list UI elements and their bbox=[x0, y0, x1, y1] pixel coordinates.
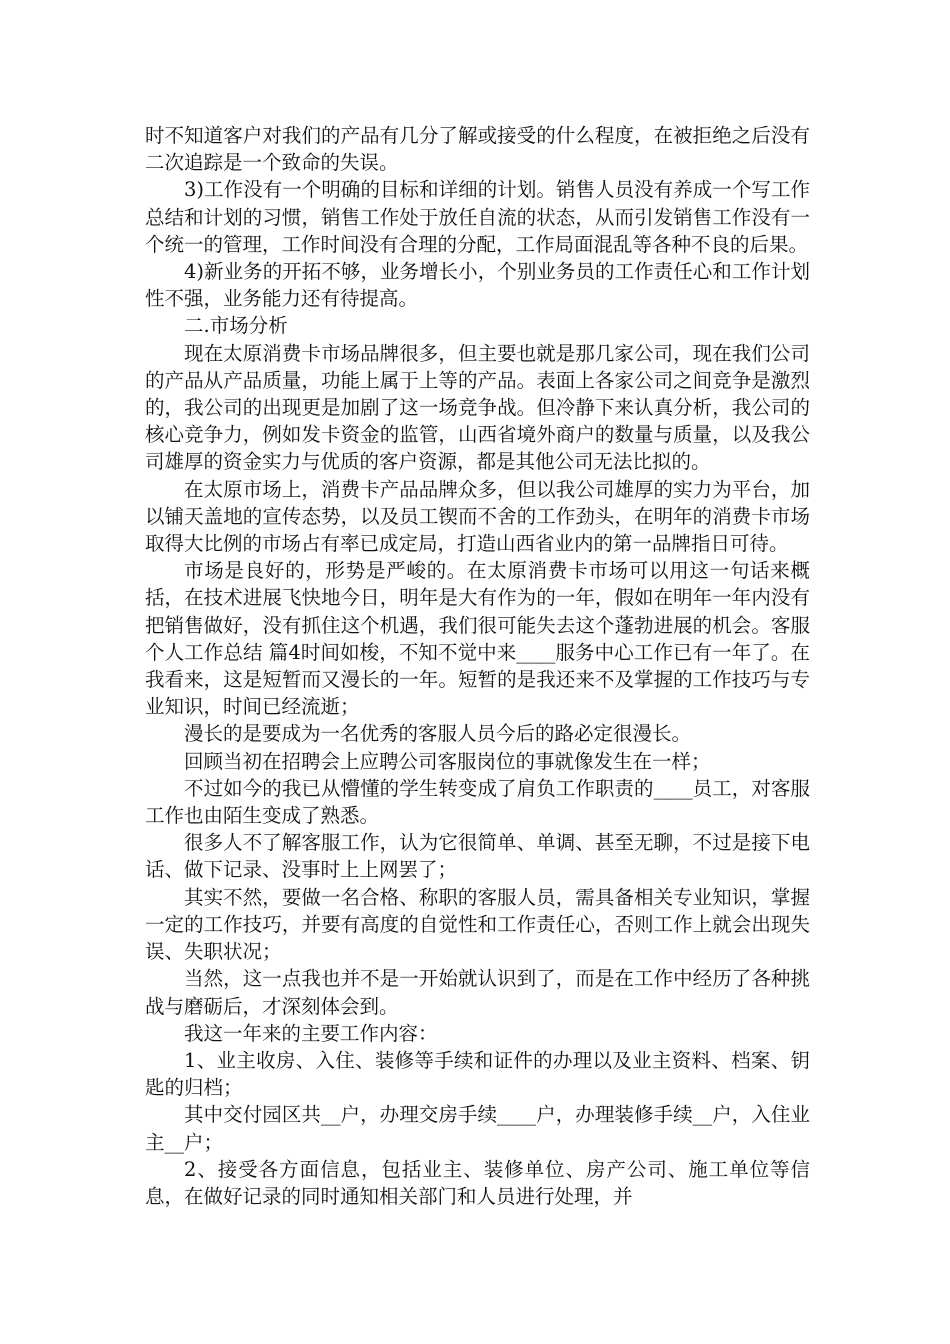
paragraph: 其实不然，要做一名合格、称职的客服人员，需具备相关专业知识，掌握一定的工作技巧，并要有高度的自觉性和工作责任心，否则工作上就会出现失误、失职状况； bbox=[145, 885, 810, 964]
paragraph: 当然，这一点我也并不是一开始就认识到了，而是在工作中经历了各种挑战与磨砺后，才深刻体会到。 bbox=[145, 967, 810, 1018]
list-item: 2、接受各方面信息，包括业主、装修单位、房产公司、施工单位等信息，在做好记录的同时通知相关部门和人员进行处理，并 bbox=[145, 1157, 810, 1208]
paragraph: 在太原市场上，消费卡产品品牌众多，但以我公司雄厚的实力为平台，加以铺天盖地的宣传态势，以及员工锲而不舍的工作劲头，在明年的消费卡市场取得大比例的市场占有率已成定局，打造山西省业内的第一品牌指日可待。 bbox=[145, 477, 810, 556]
list-item: 1、业主收房、入住、装修等手续和证件的办理以及业主资料、档案、钥匙的归档； bbox=[145, 1048, 810, 1100]
paragraph: 3)工作没有一个明确的目标和详细的计划。销售人员没有养成一个写工作总结和计划的习惯，销售工作处于放任自流的状态，从而引发销售工作没有一个统一的管理，工作时间没有合理的分配，工作局面混乱等各种不良的后果。 bbox=[145, 178, 810, 256]
paragraph: 其中交付园区共__户，办理交房手续____户，办理装修手续__户，入住业主__户； bbox=[145, 1103, 810, 1154]
paragraph: 我这一年来的主要工作内容： bbox=[184, 1021, 438, 1045]
paragraph: 时不知道客户对我们的产品有几分了解或接受的什么程度，在被拒绝之后没有二次追踪是一个致命的失误。 bbox=[145, 124, 810, 175]
paragraph: 很多人不了解客服工作，认为它很简单、单调、甚至无聊，不过是接下电话、做下记录、没事时上上网罢了； bbox=[145, 831, 810, 882]
paragraph: 不过如今的我已从懵懂的学生转变成了肩负工作职责的____员工，对客服工作也由陌生变成了熟悉。 bbox=[145, 776, 810, 828]
paragraph: 漫长的是要成为一名优秀的客服人员今后的路必定很漫长。 bbox=[184, 722, 692, 746]
paragraph: 4)新业务的开拓不够，业务增长小，个别业务员的工作责任心和工作计划性不强，业务能力还有待提高。 bbox=[145, 260, 810, 311]
paragraph: 市场是良好的，形势是严峻的。在太原消费卡市场可以用这一句话来概括，在技术进展飞快地今日，明年是大有作为的一年，假如在明年一年内没有把销售做好，没有抓住这个机遇，我们很可能失去这个蓬勃进展的机会。客服个人工作总结 篇4时间如梭，不知不觉中来____服务中心工作已有一年了。在我看来，这是短暂而又漫长的一年。短暂的是我还来不及掌握的工作技巧与专业知识，时间已经流逝； bbox=[145, 559, 810, 719]
section-heading: 二.市场分析 bbox=[184, 314, 288, 338]
document-body bbox=[145, 122, 810, 1210]
paragraph: 现在太原消费卡市场品牌很多，但主要也就是那几家公司，现在我们公司的产品从产品质量，功能上属于上等的产品。表面上各家公司之间竞争是激烈的，我公司的出现更是加剧了这一场竞争战。但冷静下来认真分析，我公司的核心竞争力，例如发卡资金的监管，山西省境外商户的数量与质量，以及我公司雄厚的资金实力与优质的客户资源，都是其他公司无法比拟的。 bbox=[145, 341, 810, 474]
paragraph: 回顾当初在招聘会上应聘公司客服岗位的事就像发生在一样； bbox=[184, 749, 711, 773]
